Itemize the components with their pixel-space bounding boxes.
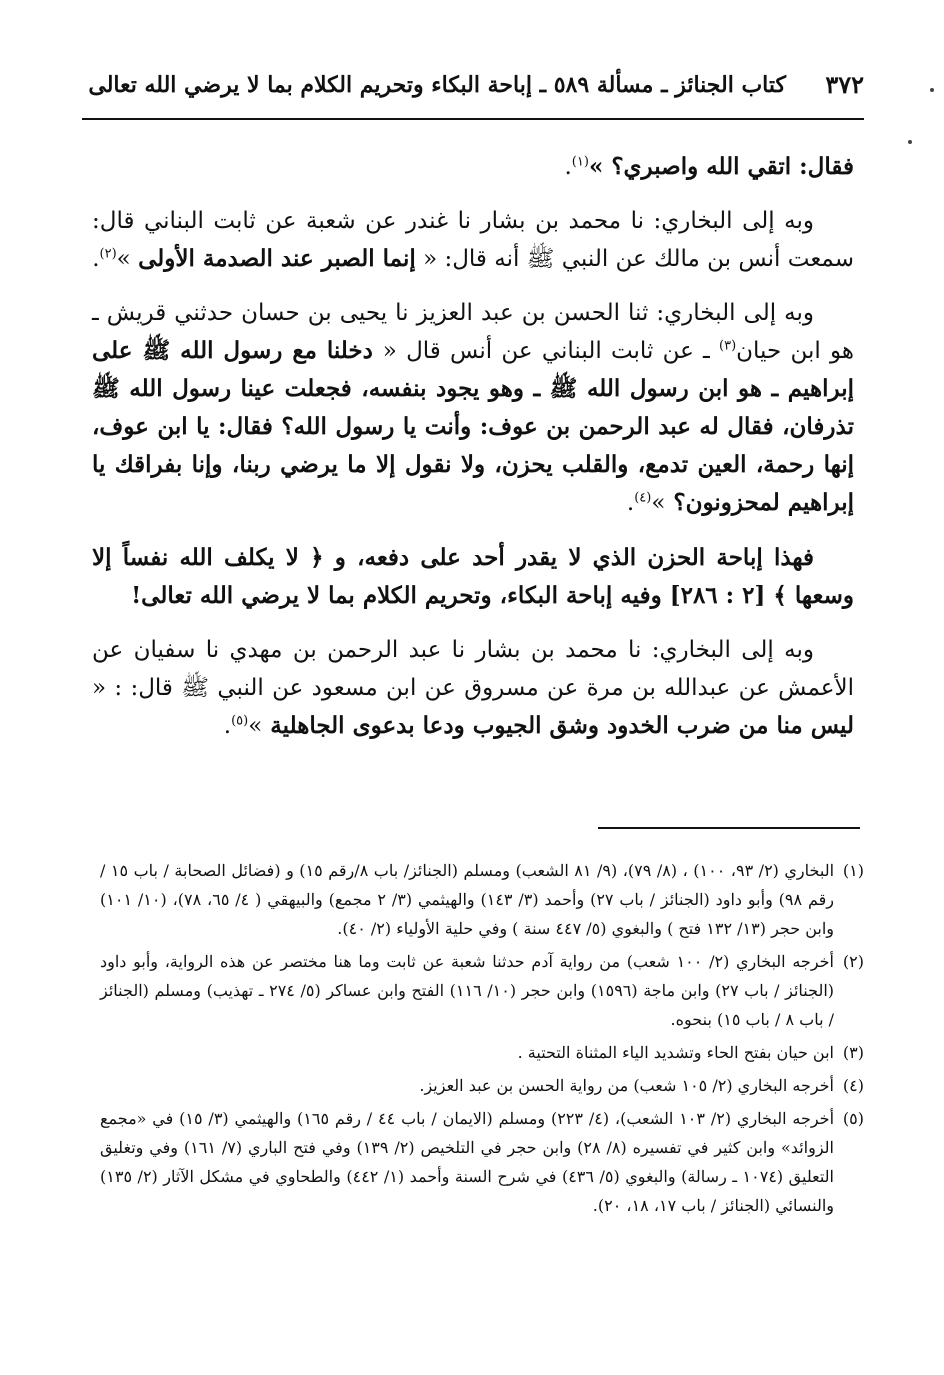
footnote-ref-4: (٤) [634,490,652,506]
page-number: ٣٧٢ [825,70,864,99]
footnote-ref-5: (٥) [231,713,249,729]
footnote-ref-1: (١) [571,154,589,170]
paragraph-5 [92,632,854,745]
footnote-text: أخرجه البخاري (٢/ ١٠٣ الشعب)، (٤/ ٢٢٣) ومسلم (الايمان / باب ٤٤ / رقم ١٦٥) والهيثمي (٣/ ١٥) في «مجمع الزوائد» وابن كثير في تفسيره (٨/ ٢٨) وابن حجر في التلخيص (٢/ ١٣٩) وفي فتح الباري (٧/ ١٦١) وفي وتغليق التعليق (١٠٧٤ ـ رسالة) والبغوي (٥/ ٤٣٦) في شرح السنة وأحمد (١/ ٤٤٢) والطحاوي في مشكل الآثار (٢/ ١٣٥) والنسائي (الجنائز / باب ١٧، ١٨، ٢٠). [100,1109,835,1215]
footnote-text: أخرجه البخاري (٢/ ١٠٠ شعب) من رواية آدم حدثنا شعبة عن ثابت وما هنا مختصر عن هذه الرواية، وأبو داود (الجنائز / باب ٢٧) وابن ماجة (١٥٩٦) وابن حجر (١٠/ ١١٦) الفتح وابن عساكر (٥/ ٢٧٤ ـ تهذيب) ومسلم (الجنائز / باب ٨ / باب ١٥) بنحوه. [100,952,835,1029]
scan-speck [908,140,912,144]
paragraph-1 [92,148,854,186]
paragraph-3-close: » [651,490,666,516]
paragraph-2 [92,203,854,278]
footnote-number: (٤) [842,1076,864,1095]
paragraph-1-end: . [564,154,572,180]
paragraph-5-hadith: ليس منا من ضرب الخدود وشق الجيوب ودعا بدعوى الجاهلية [262,712,854,739]
paragraph-4-verse: لا يكلف الله نفساً إلا وسعها [92,544,854,609]
footnote-text: البخاري (٢/ ٩٣، ١٠٠) ، (٨/ ٧٩)، (٩/ ٨١ الشعب) ومسلم (الجنائز/ باب ٨/رقم ١٥) و (فضائل الصحابة / باب ١٥ / رقم ٩٨) وأبو داود (الجنائز / باب ٢٧) وأحمد (٣/ ١٤٣) والهيثمي (٣/ ٢ مجمع) والبيهقي ( ٤/ ٦٥، ٧٨)، (١٠/ ١٠١) وابن حجر (١٣/ ١٣٢ فتح ) والبغوي (٥/ ٤٤٧ سنة ) وفي حلية الأولياء (٢/ ٤٠). [100,861,835,938]
paragraph-3-hadith: دخلنا مع رسول الله ﷺ على إبراهيم ـ هو ابن رسول الله ﷺ ـ وهو يجود بنفسه، فجعلت عينا رسول الله ﷺ تذرفان، فقال له عبد الرحمن بن عوف: وأنت يا رسول الله؟ فقال: يا ابن عوف، إنها رحمة، العين تدمع، والقلب يحزن، ولا نقول إلا ما يرضي ربنا، وإنا بفراقك يا إبراهيم لمحزونون؟ [92,337,854,516]
footnote-divider [598,827,860,829]
header-divider [82,118,864,120]
footnote-number: (٣) [842,1043,864,1062]
footnote [100,856,864,943]
running-header [82,62,864,114]
paragraph-4-rest: ﴾ [٢ : ٢٨٦] وفيه إباحة البكاء، وتحريم الكلام بما لا يرضي الله تعالى! [131,582,787,609]
footnote-ref-3: (٣) [719,338,737,354]
paragraph-4 [92,539,854,615]
footnote [100,947,864,1034]
scan-speck [930,88,934,92]
footnote-number: (٥) [842,1109,864,1128]
paragraph-5-close: » [248,713,263,739]
footnote [100,1071,864,1100]
footnotes [100,856,864,1224]
footnote-number: (٢) [842,952,864,971]
paragraph-3-chain: ـ عن ثابت البناني عن أنس قال « [382,338,720,364]
paragraph-2-text: وبه إلى البخاري: نا محمد بن بشار نا غندر عن شعبة عن ثابت البناني قال: سمعت أنس بن مالك عن النبي ﷺ أنه قال: « [92,208,854,272]
footnote-ref-2: (٢) [99,246,117,262]
paragraph-2-hadith: إنما الصبر عند الصدمة الأولى [138,245,416,272]
paragraph-5-text: وبه إلى البخاري: نا محمد بن بشار نا عبد الرحمن بن مهدي نا سفيان عن الأعمش عن عبدالله بن مرة عن مسروق عن ابن مسعود عن النبي ﷺ قال: : « [92,637,854,701]
footnote [100,1104,864,1220]
running-title: كتاب الجنائز ـ مسألة ٥٨٩ ـ إباحة البكاء وتحريم الكلام بما لا يرضي الله تعالى [88,72,786,98]
footnote-text: ابن حيان بفتح الحاء وتشديد الياء المثناة التحتية . [517,1043,834,1062]
footnote-text: أخرجه البخاري (٢/ ١٠٥ شعب) من رواية الحسن بن عبد العزيز. [419,1076,834,1095]
paragraph-2-end: . [92,246,100,272]
paragraph-5-end: . [223,713,232,739]
main-text [92,148,854,762]
footnote-number: (١) [842,861,864,880]
footnote [100,1038,864,1067]
paragraph-3-text: وبه إلى البخاري: ثنا الحسن بن عبد العزيز نا يحيى بن حسان حدثني قريش ـ هو ابن حيان [92,300,854,364]
paragraph-3-end: . [626,490,635,516]
paragraph-2-close: » [116,246,139,272]
paragraph-3 [92,295,854,522]
paragraph-4-text: فهذا إباحة الحزن الذي لا يقدر أحد على دفعه، و ﴿ [310,544,814,571]
paragraph-1-text: فقال: اتقي الله واصبري؟ » [588,153,854,180]
